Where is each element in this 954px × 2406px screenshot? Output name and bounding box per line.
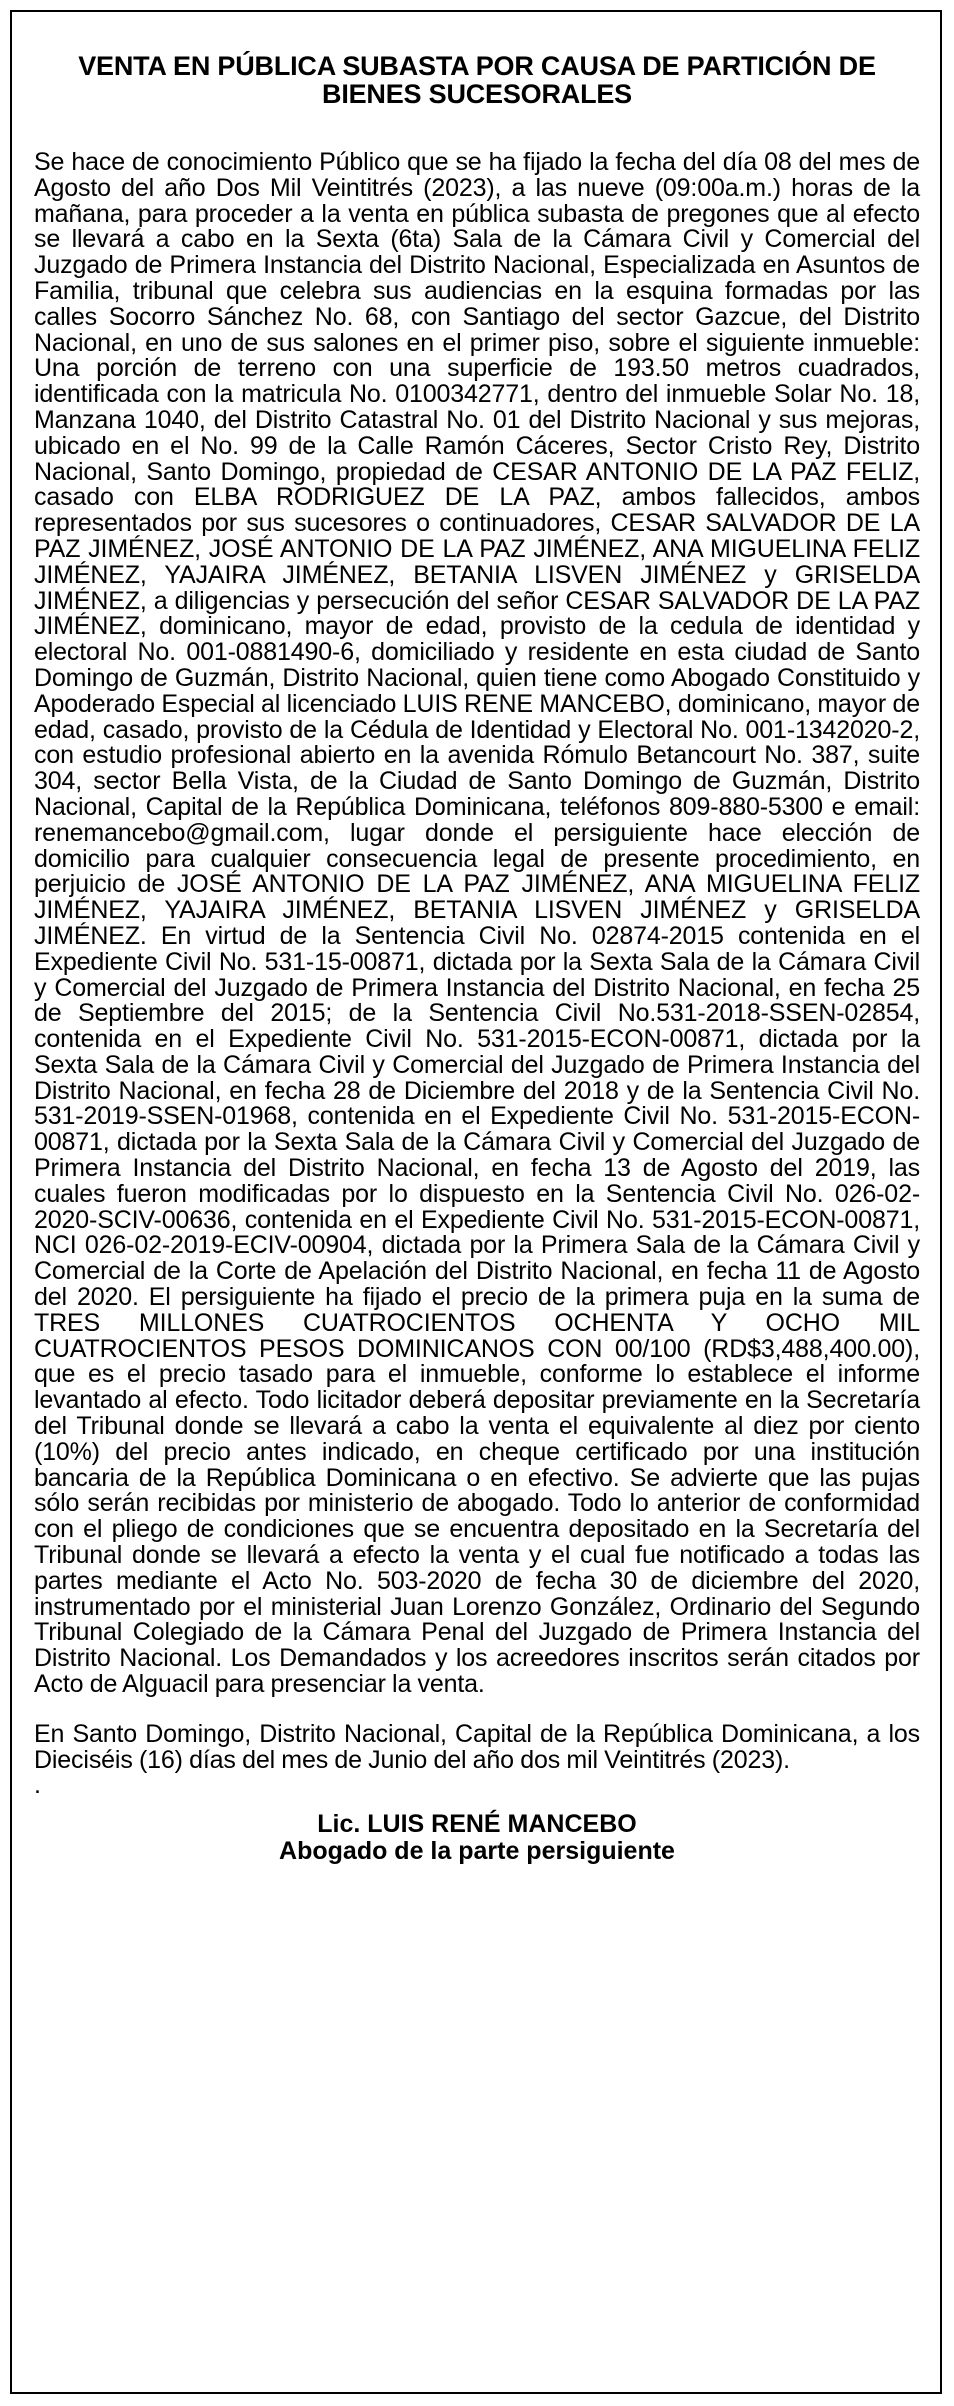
stray-dot: .	[34, 1771, 41, 1800]
signature-role: Abogado de la parte persiguiente	[279, 1837, 675, 1866]
signature-block	[34, 1811, 920, 1865]
notice-body: Se hace de conocimiento Público que se ha fijado la fecha del día 08 del mes de Agosto del año Dos Mil Veintitrés (2023), a las nueve (09:00a.m.) horas de la mañana, para proceder a la venta en pública subasta de pregones que al efecto se llevará a cabo en la Sexta (6ta) Sala de la Cámara Civil y Comercial del Juzgado de Primera Instancia del Distrito Nacional, Especializada en Asuntos de Familia, tribunal que celebra sus audiencias en la esquina formadas por las calles Socorro Sánchez No. 68, con Santiago del sector Gazcue, del Distrito Nacional, en uno de sus salones en el primer piso, sobre el siguiente inmueble: Una porción de terreno con una superficie de 193.50 metros cuadrados, identificada con la matricula No. 0100342771, dentro del inmueble Solar No. 18, Manzana 1040, del Distrito Catastral No. 01 del Distrito Nacional y sus mejoras, ubicado en el No. 99 de la Calle Ramón Cáceres, Sector Cristo Rey, Distrito Nacional, Santo Domingo, propiedad de CESAR ANTONIO DE LA PAZ FELIZ, casado con ELBA RODRIGUEZ DE LA PAZ, ambos fallecidos, ambos representados por sus sucesores o continuadores, CESAR SALVADOR DE LA PAZ JIMÉNEZ, JOSÉ ANTONIO DE LA PAZ JIMÉNEZ, ANA MIGUELINA FELIZ JIMÉNEZ, YAJAIRA JIMÉNEZ, BETANIA LISVEN JIMÉNEZ y GRISELDA JIMÉNEZ, a diligencias y persecución del señor CESAR SALVADOR DE LA PAZ JIMÉNEZ, dominicano, mayor de edad, provisto de la cedula de identidad y electoral No. 001-0881490-6, domiciliado y residente en esta ciudad de Santo Domingo de Guzmán, Distrito Nacional, quien tiene como Abogado Constituido y Apoderado Especial al licenciado LUIS RENE MANCEBO, dominicano, mayor de edad, casado, provisto de la Cédula de Identidad y Electoral No. 001-1342020-2, con estudio profesional abierto en la avenida Rómulo Betancourt No. 387, suite 304, sector Bella Vista, de la Ciudad de Santo Domingo de Guzmán, Distrito Nacional, Capital de la República Dominicana, teléfonos 809-880-5300 e email: renemancebo@gmail.com, lugar donde el persiguiente hace elección de domicilio para cualquier consecuencia legal de presente procedimiento, en perjuicio de JOSÉ ANTONIO DE LA PAZ JIMÉNEZ, ANA MIGUELINA FELIZ JIMÉNEZ, YAJAIRA JIMÉNEZ, BETANIA LISVEN JIMÉNEZ y GRISELDA JIMÉNEZ. En virtud de la Sentencia Civil No. 02874-2015 contenida en el Expediente Civil No. 531-15-00871, dictada por la Sexta Sala de la Cámara Civil y Comercial del Juzgado de Primera Instancia del Distrito Nacional, en fecha 25 de Septiembre del 2015; de la Sentencia Civil No.531-2018-SSEN-02854, contenida en el Expediente Civil No. 531-2015-ECON-00871, dictada por la Sexta Sala de la Cámara Civil y Comercial del Juzgado de Primera Instancia del Distrito Nacional, en fecha 28 de Diciembre del 2018 y de la Sentencia Civil No. 531-2019-SSEN-01968, contenida en el Expediente Civil No. 531-2015-ECON-00871, dictada por la Sexta Sala de la Cámara Civil y Comercial del Juzgado de Primera Instancia del Distrito Nacional, en fecha 13 de Agosto del 2019, las cuales fueron modificadas por lo dispuesto en la Sentencia Civil No. 026-02-2020-SCIV-00636, contenida en el Expediente Civil No. 531-2015-ECON-00871, NCI 026-02-2019-ECIV-00904, dictada por la Primera Sala de la Cámara Civil y Comercial de la Corte de Apelación del Distrito Nacional, en fecha 11 de Agosto del 2020. El persiguiente ha fijado el precio de la primera puja en la suma de TRES MILLONES CUATROCIENTOS OCHENTA Y OCHO MIL CUATROCIENTOS PESOS DOMINICANOS CON 00/100 (RD$3,488,400.00), que es el precio tasado para el inmueble, conforme lo establece el informe levantado al efecto. Todo licitador deberá depositar previamente en la Secretaría del Tribunal donde se llevará a cabo la venta el equivalente al diez por ciento (10%) del precio antes indicado, en cheque certificado por una institución bancaria de la República Dominicana o en efectivo. Se advierte que las pujas sólo serán recibidas por ministerio de abogado. Todo lo anterior de conformidad con el pliego de condiciones que se encuentra depositado en la Secretaría del Tribunal donde se llevará a efecto la venta y el cual fue notificado a todas las partes mediante el Acto No. 503-2020 de fecha 30 de diciembre del 2020, instrumentado por el ministerial Juan Lorenzo González, Ordinario del Segundo Tribunal Colegiado de la Cámara Penal del Juzgado de Primera Instancia del Distrito Nacional. Los Demandados y los acreedores inscritos serán citados por Acto de Alguacil para presenciar la venta.	[34, 148, 920, 1699]
signature-name: Lic. LUIS RENÉ MANCEBO	[317, 1810, 637, 1839]
notice-closing: En Santo Domingo, Distrito Nacional, Capital de la República Dominicana, a los Dieciséis (16) días del mes de Junio del año dos mil Veintitrés (2023).	[34, 1719, 920, 1774]
notice-content	[34, 52, 920, 1865]
notice-title: VENTA EN PÚBLICA SUBASTA POR CAUSA DE PARTICIÓN DE BIENES SUCESORALES	[78, 51, 876, 109]
